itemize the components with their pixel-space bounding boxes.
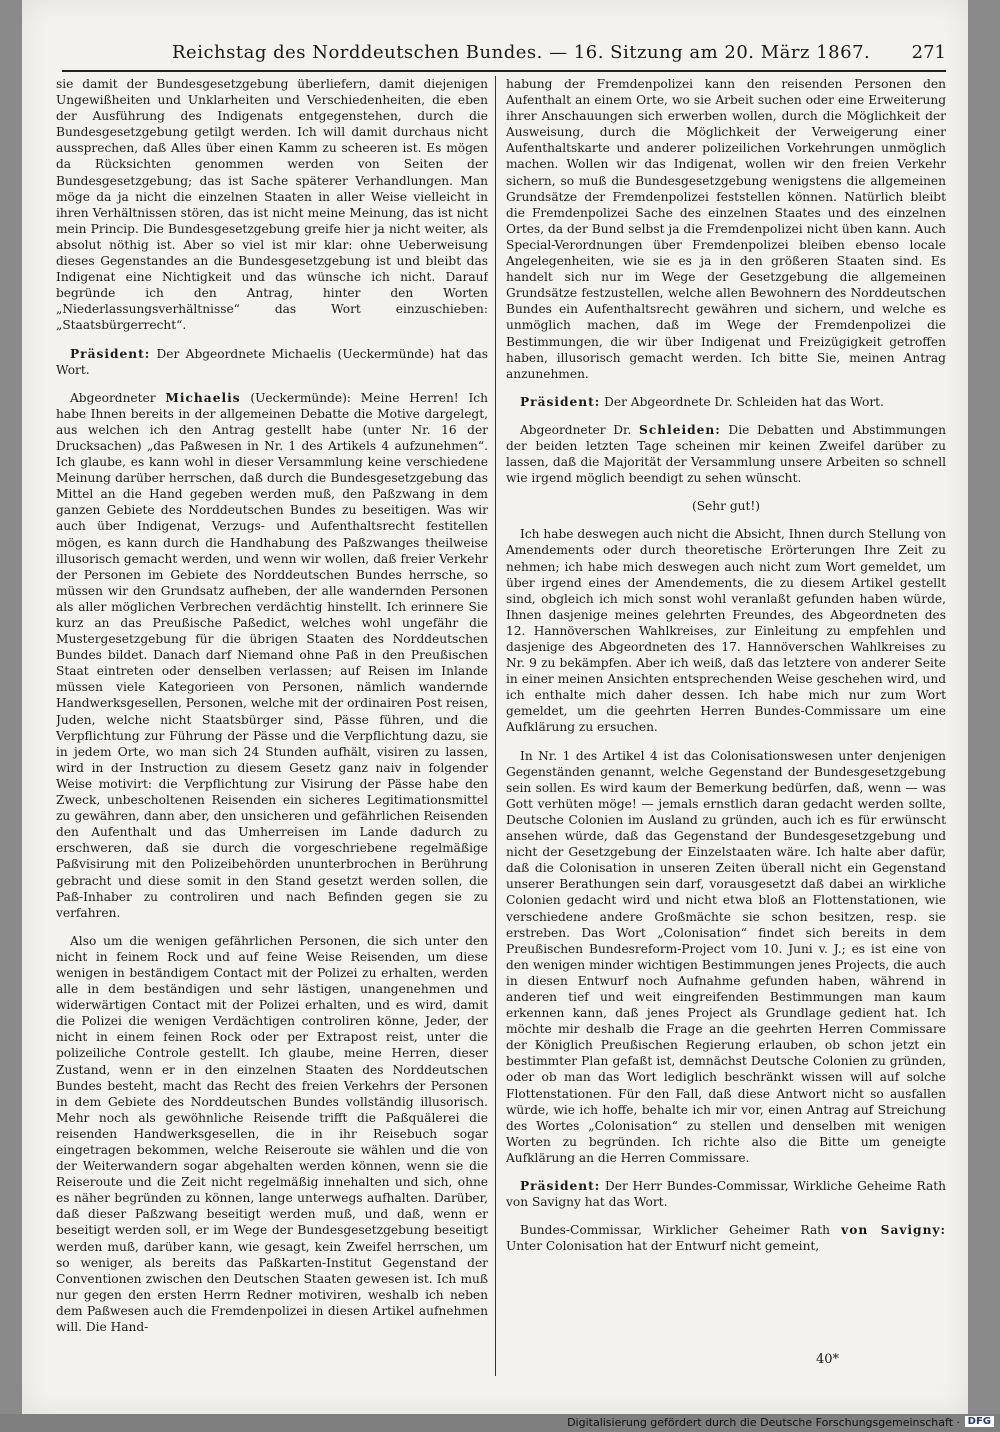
column-divider	[495, 76, 496, 1376]
speaker-name: Präsident:	[520, 394, 601, 409]
body-paragraph: habung der Fremdenpolizei kann den reisenden Personen den Aufenthalt an einem Orte, wo sie Arbeit suchen oder eine Erweiterung ihrer Anschauungen sich erwerben wollen, durch die Möglichkeit der Ausweisung, durch die Möglichkeit der Verweigerung einer Aufenthaltskarte und anderer polizeilichen Vorkehrungen unmöglich machen. Wollen wir das Indigenat, wollen wir den freien Verkehr sichern, so muß die Bundesgesetzgebung wenigstens die allgemeinen Grundsätze der Fremdenpolizei feststellen können. Natürlich bleibt die Fremdenpolizei Sache des einzelnen Staates und des einzelnen Ortes, da der Bund selbst ja die Fremdenpolizei nicht üben kann. Auch Special-Verordnungen über Fremdenpolizei bleiben ebenso locale Angelegenheiten, wie sie es ja in den größeren Staaten sind. Es handelt sich nur im Wege der Gesetzgebung die allgemeinen Grundsätze festzustellen, welche allen Bewohnern des Norddeutschen Bundes ein Aufenthaltsrecht gewähren und sichern, und welche es unmöglich machen, daß im Wege der Fremdenpolizei die Bestimmungen, die wir über Indigenat und Freizügigkeit getroffen haben, illusorisch gemacht werden. Ich bitte Sie, meinen Antrag anzunehmen.	[506, 77, 946, 381]
speaker-name: Michaelis	[165, 390, 241, 405]
speaker-name: Schleiden:	[639, 422, 721, 437]
page-number: 271	[911, 42, 946, 63]
interjection: (Sehr gut!)	[691, 499, 761, 514]
right-column	[506, 76, 946, 1376]
speaker-title: Abgeordneter Dr.	[520, 422, 640, 437]
speaker-title: Abgeordneter	[70, 390, 166, 405]
running-title: Reichstag des Norddeutschen Bundes. — 16. Sitzung am 20. März 1867.	[172, 42, 871, 63]
left-column	[56, 76, 488, 1376]
speech-text: Der Abgeordnete Dr. Schleiden hat das Wort.	[600, 394, 884, 409]
speech-paragraph	[56, 346, 488, 378]
speech-text: Unter Colonisation hat der Entwurf nicht gemeint,	[506, 1239, 820, 1254]
speech-paragraph	[506, 422, 946, 486]
dfg-logo: DFG	[965, 1416, 994, 1427]
speech-text: (Ueckermünde): Meine Herren! Ich habe Ihnen bereits in der allgemeinen Debatte die Motive dargelegt, aus welchen ich den Antrag gestellt habe (unter Nr. 16 der Drucksachen) „das Paßwesen in Nr. 1 des Artikels 4 aufzunehmen“. Ich glaube, es kann wohl in dieser Versammlung keine verschiedene Meinung darüber herrschen, daß durch die Bundesgesetzgebung das Mittel an die Hand gegeben werden muß, den Paßzwang in dem ganzen Gebiete des Norddeutschen Bundes zu beseitigen. Was wir auch über Indigenat, Verzugs- und Aufenthaltsrecht festitellen mögen, es kann durch die Handhabung des Paßzwanges theilweise illusorisch gemacht werden, und wenn wir wollen, daß freier Verkehr der Personen im Gebiete des Norddeutschen Bundes herrsche, so müssen wir den Grundsatz aufheben, der alle wandernden Personen als aller möglichen Verbrechen verdächtig hinstellt. Ich erinnere Sie kurz an das Preußische Paßedict, welches wohl ungefähr die Mustergesetzgebung für die übrigen Staaten des Norddeutschen Bundes bildet. Danach darf Niemand ohne Paß in den Preußischen Staat eintreten oder denselben verlassen; auf Reisen im Inlande müssen viele Kategorieen von Personen, nämlich wandernde Handwerksgesellen, Personen, welche mit der ordinairen Post reisen, Juden, welche nicht Staatsbürger sind, Pässe führen, und die Verpflichtung zur Führung der Pässe und die Verpflichtung dazu, sie in jedem Orte, wo man sich 24 Stunden aufhält, visiren zu lassen, wird in der Instruction zu diesem Gesetz ganz naiv in folgender Weise motivirt: die Verpflichtung zur Visirung der Pässe habe den Zweck, unbescholtenen Reisenden ein sicheres Legitimationsmittel zu gewähren, dann aber, den unsicheren und gefährlichen Reisenden den Aufenthalt und das Umherreisen im Lande dadurch zu erschweren, daß sie durch die vorgeschriebene regelmäßige Paßvisirung mit den Polizeibehörden ununterbrochen in Berührung gebracht und diese somit in den Stand gesetzt werden sollen, die Paß-Inhaber zu controliren und nach Befinden gegen sie zu verfahren.	[56, 390, 488, 920]
document-page	[22, 0, 968, 1414]
body-paragraph: Also um die wenigen gefährlichen Personen, die sich unter den nicht in feinem Rock und auf feine Weise Reisenden, um diese wenigen in beständigem Contact mit der Polizei zu erhalten, werden alle in dem beständigen und sehr lästigen, unangenehmen und widerwärtigen Contact mit der Polizei erhalten, und es wird, damit die Polizei die wenigen Verdächtigen controliren könne, Jeder, der nicht in einem feinen Rock oder per Extrapost reist, unter die polizeiliche Controle gestellt. Ich glaube, meine Herren, dieser Zustand, wenn er in den einzelnen Staaten des Norddeutschen Bundes besteht, macht das Recht des freien Verkehrs der Personen in dem Gebiete des Norddeutschen Bundes vollständig illusorisch. Mehr noch als gewöhnliche Reisende trifft die Paßquälerei die reisenden Handwerksgesellen, die in ihr Reisebuch sogar eingetragen bekommen, welche Reiseroute sie wählen und die von der Weiterwandern sogar abgehalten werden können, wenn sie die Reiseroute und die Zeit nicht regelmäßig innehalten und sich, ohne es näher begründen zu können, lange unterwegs aufhalten. Darüber, daß dieser Paßzwang beseitigt werden muß, und daß, wenn er beseitigt werden soll, er im Wege der Bundesgesetzgebung beseitigt werden muß, darüber kann, wie gesagt, kein Zweifel herrschen, um so weniger, als bereits das Paßkarten-Institut Gegenstand der Conventionen zwischen den Deutschen Staaten gewesen ist. Ich muß nur gegen den ersten Herrn Redner motiviren, weshalb ich neben dem Paßwesen auch die Fremdenpolizei in diesen Artikel aufnehmen will. Die Hand-	[56, 933, 488, 1335]
speaker-name: von Savigny:	[841, 1223, 946, 1238]
speaker-name: Präsident:	[70, 346, 151, 361]
speech-paragraph	[56, 390, 488, 921]
body-paragraph: sie damit der Bundesgesetzgebung überliefern, damit diejenigen Ungewißheiten und Unklarheiten und Verschiedenheiten, die eben der Ausführung des Indigenats entgegenstehen, durch die Bundesgesetzgebung getilgt werden. Ich will damit durchaus nicht aussprechen, daß Alles über einen Kamm zu scheeren ist. Es mögen da Rücksichten genommen werden von Seiten der Bundesgesetzgebung; das ist Sache späterer Verhandlungen. Man möge da ja nicht die einzelnen Staaten in aller Weise vielleicht in ihren Verhältnissen stören, das ist nicht meine Meinung, das ist nicht mein Princip. Die Bundesgesetzgebung greife hier ja nicht weiter, als absolut nöthig ist. Aber so viel ist mir klar: ohne Ueberweisung dieses Gegenstandes an die Bundesgesetzgebung ist und bleibt das Indigenat eine Nichtigkeit und das wünsche ich nicht. Darauf begründe ich den Antrag, hinter den Worten „Niederlassungsverhältnisse“ das Wort einzuschieben: „Staatsbürgerrecht“.	[56, 77, 488, 333]
speech-text: Der Herr Bundes-Commissar, Wirkliche Geheime Rath von Savigny hat das Wort.	[506, 1179, 946, 1210]
funding-credit: Digitalisierung gefördert durch die Deutsche Forschungsgemeinschaft ·	[567, 1416, 960, 1429]
page-header	[62, 36, 946, 72]
body-paragraph: Ich habe deswegen auch nicht die Absicht, Ihnen durch Stellung von Amendements oder durch theoretische Erörterungen Ihre Zeit zu nehmen; ich habe mich deswegen auch nicht zum Wort gemeldet, um über irgend eines der Amendements, die zu diesem Artikel gestellt sind, obgleich ich mich sonst wohl veranlaßt gefunden haben würde, Ihnen dasjenige meines gelehrten Freundes, des Abgeordneten des 12. Hannöverschen Wahlkreises, zur Einleitung zu empfehlen und dasjenige des Abgeordneten des 17. Hannöverschen Wahlkreises zu Nr. 9 zu bekämpfen. Aber ich weiß, daß das letztere von anderer Seite in einer meinen Ansichten entsprechenden Weise geschehen wird, und ich enthalte mich daher dessen. Ich habe mich nur zum Wort gemeldet, um die geehrten Herren Bundes-Commissare um eine Aufklärung zu ersuchen.	[506, 527, 946, 735]
speech-paragraph	[506, 1178, 946, 1210]
speech-paragraph	[506, 1222, 946, 1254]
speech-text: Die Debatten und Abstimmungen der beiden letzten Tage scheinen mir keinen Zweifel darüber zu lassen, daß die Majorität der Versammlung unsere Arbeiten so schnell wie irgend möglich beendigt zu sehen wünscht.	[506, 422, 946, 486]
signature-mark: 40*	[816, 1352, 840, 1367]
body-paragraph: In Nr. 1 des Artikel 4 ist das Colonisationswesen unter denjenigen Gegenständen genannt, welche Gegenstand der Bundesgesetzgebung sein sollen. Es wird kaum der Bemerkung bedürfen, daß, wenn — was Gott verhüten möge! — jemals ernstlich daran gedacht werden sollte, Deutsche Colonien im Ausland zu gründen, auch ich es für erwünscht ansehen würde, daß das Gegenstand der Bundesgesetzgebung und nicht der Gesetzgebung der Einzelstaaten wäre. Ich halte aber dafür, daß die Colonisation in unseren Zeiten überall nicht ein Gegenstand unserer Berathungen sein darf, vorausgesetzt daß dabei an wirkliche Colonien gedacht wird und nicht etwa bloß an Flottenstationen, wie verschiedene andere Großmächte sie schon besitzen, resp. sie erstreben. Das Wort „Colonisation“ findet sich bereits in dem Preußischen Bundesreform-Project vom 10. Juni v. J.; es ist eine von den wenigen minder wichtigen Bestimmungen jenes Projects, die auch in diesen Entwurf noch Aufnahme gefunden haben, während in anderen tief und weit eingreifenden Bestimmungen man kaum erkennen kann, daß jenes Project als Grundlage gedient hat. Ich möchte mir deshalb die Frage an die geehrten Herren Commissare der Königlich Preußischen Regierung erlauben, ob schon jetzt ein bestimmter Plan gefaßt ist, demnächst Deutsche Colonien zu gründen, oder ob man das Wort lediglich beschränkt wissen will auf solche Flottenstationen. Für den Fall, daß diese Antwort nicht so ausfallen würde, wie ich hoffe, behalte ich mir vor, einen Antrag auf Streichung des Wortes „Colonisation“ zu stellen und denselben mit wenigen Worten zu begründen. Ich richte also die Bitte um geneigte Aufklärung an die Herren Commissare.	[506, 748, 946, 1165]
speaker-title: Bundes-Commissar, Wirklicher Geheimer Rath	[520, 1223, 842, 1238]
speech-text: Der Abgeordnete Michaelis (Ueckermünde) hat das Wort.	[56, 346, 488, 377]
footer-bar	[0, 1414, 1000, 1432]
speech-paragraph	[506, 394, 946, 410]
speaker-name: Präsident:	[520, 1179, 601, 1193]
